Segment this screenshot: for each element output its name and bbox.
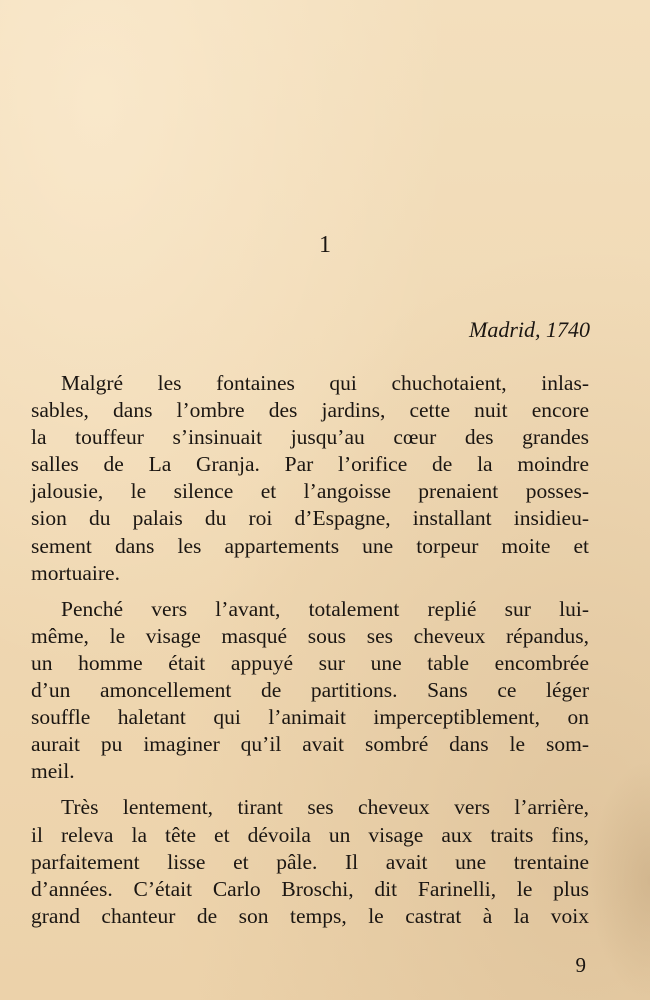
text-line: Penché vers l’avant, totalement replié sur lui- [61,596,589,621]
text-line: la touffeur s’insinuait jusqu’au cœur des grandes [31,425,589,450]
paragraph-3 [31,794,589,929]
text-line: souffle haletant qui l’animait imperceptiblement, on [31,705,589,730]
text-line: meil. [31,759,75,784]
paragraph-2 [31,596,589,786]
place-date: Madrid, 1740 [469,317,590,342]
text-line: parfaitement lisse et pâle. Il avait une trentaine [31,849,589,874]
text-line: sement dans les appartements une torpeur moite et [31,533,589,558]
body-text [31,370,589,930]
text-line: sion du palais du roi d’Espagne, installant insidieu- [31,506,589,531]
text-line: grand chanteur de son temps, le castrat à la voix [31,903,589,928]
text-line: jalousie, le silence et l’angoisse prenaient posses- [31,479,589,504]
text-line: mortuaire. [31,560,120,585]
text-line: sables, dans l’ombre des jardins, cette nuit encore [31,398,589,423]
text-line: salles de La Granja. Par l’orifice de la moindre [31,452,589,477]
text-line: même, le visage masqué sous ses cheveux répandus, [31,623,589,648]
chapter-number: 1 [319,232,331,258]
text-line: il releva la tête et dévoila un visage aux traits fins, [31,822,589,847]
page-number: 9 [575,953,586,977]
text-line: Très lentement, tirant ses cheveux vers l’arrière, [61,795,589,820]
paragraph-1 [31,370,589,587]
text-line: Malgré les fontaines qui chuchotaient, inlas- [61,371,589,395]
text-line: d’un amoncellement de partitions. Sans ce léger [31,678,589,703]
paper-edge-wear [590,760,650,1000]
text-line: d’années. C’était Carlo Broschi, dit Farinelli, le plus [31,876,589,901]
text-line: un homme était appuyé sur une table encombrée [31,650,589,675]
text-line: aurait pu imaginer qu’il avait sombré dans le som- [31,732,589,757]
